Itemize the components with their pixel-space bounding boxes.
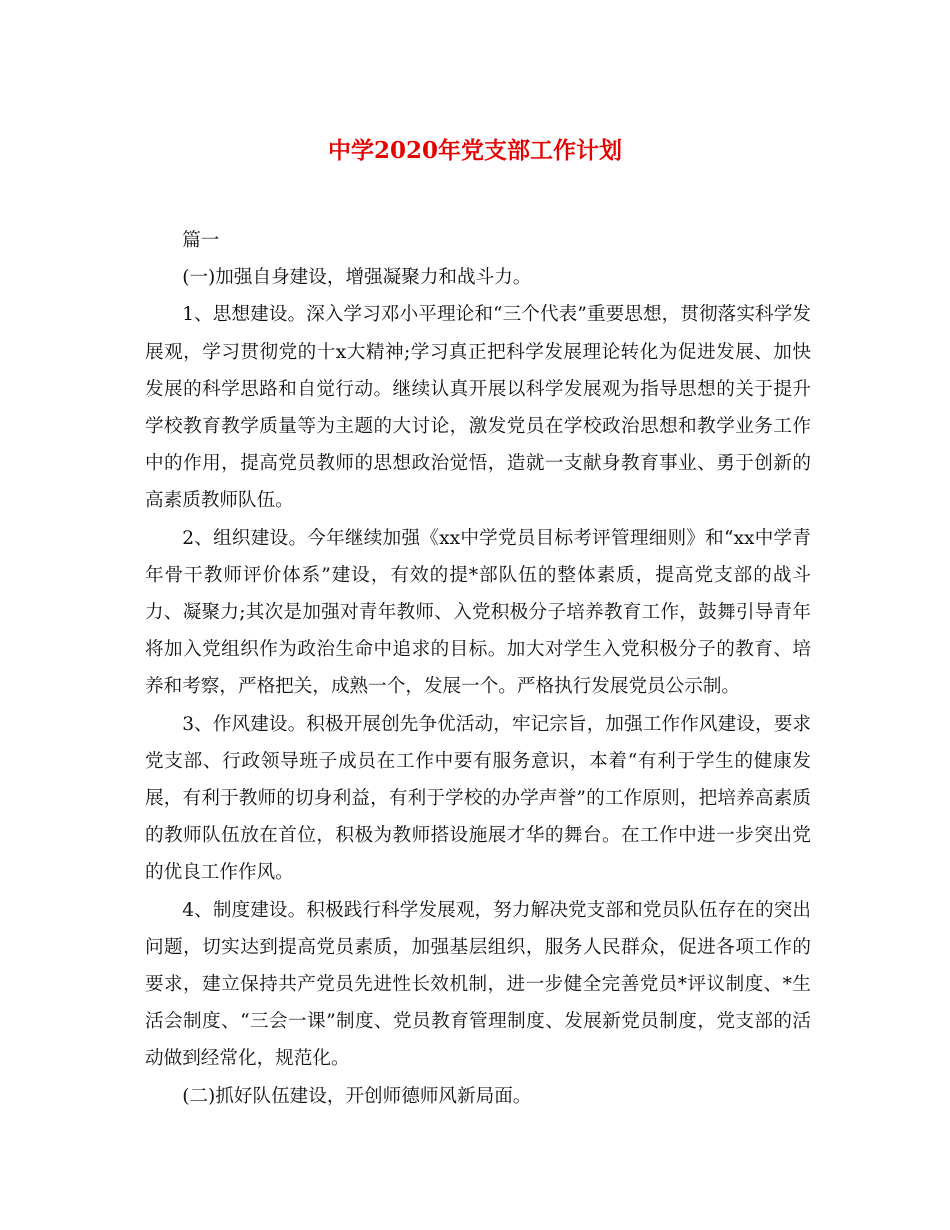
paragraph-work-style-building: 3、作风建设。积极开展创先争优活动，牢记宗旨，加强工作作风建设，要求党支部、行政领导班子成员在工作中要有服务意识，本着“有利于学生的健康发展，有利于教师的切身利益，有利于学校的办学声誉”的工作原则，把培养高素质的教师队伍放在首位，积极为教师搭设施展才华的舞台。在工作中进一步突出党的优良工作作风。 [145,713,811,884]
document-body [145,222,811,1115]
paragraph-organizational-building: 2、组织建设。今年继续加强《xx中学党员目标考评管理细则》和“xx中学青年骨干教师评价体系”建设，有效的提*部队伍的整体素质，提高党支部的战斗力、凝聚力;其次是加强对青年教师、入党积极分子培养教育工作，鼓舞引导青年将加入党组织作为政治生命中追求的目标。加大对学生入党积极分子的教育、培养和考察，严格把关，成熟一个，发展一个。严格执行发展党员公示制。 [145,527,811,698]
paragraph-section-one-heading: (一)加强自身建设，增强凝聚力和战斗力。 [182,267,532,289]
paragraph-heading-part-one: 篇一 [182,230,220,251]
paragraph-institutional-building: 4、制度建设。积极践行科学发展观，努力解决党支部和党员队伍存在的突出问题，切实达到提高党员素质，加强基层组织，服务人民群众，促进各项工作的要求，建立保持共产党员先进性长效机制，进一步健全完善党员*评议制度、*生活会制度、“三会一课”制度、党员教育管理制度、发展新党员制度，党支部的活动做到经常化，规范化。 [145,899,811,1070]
paragraph-ideological-building: 1、思想建设。深入学习邓小平理论和“三个代表”重要思想，贯彻落实科学发展观，学习贯彻党的十x大精神;学习真正把科学发展理论转化为促进发展、加快发展的科学思路和自觉行动。继续认真开展以科学发展观为指导思想的关于提升学校教育教学质量等为主题的大讨论，激发党员在学校政治思想和教学业务工作中的作用，提高党员教师的思想政治觉悟，造就一支献身教育事业、勇于创新的高素质教师队伍。 [145,304,811,512]
paragraph-section-two-heading: (二)抓好队伍建设，开创师德师风新局面。 [182,1085,532,1107]
document-title: 中学2020年党支部工作计划 [327,137,622,164]
